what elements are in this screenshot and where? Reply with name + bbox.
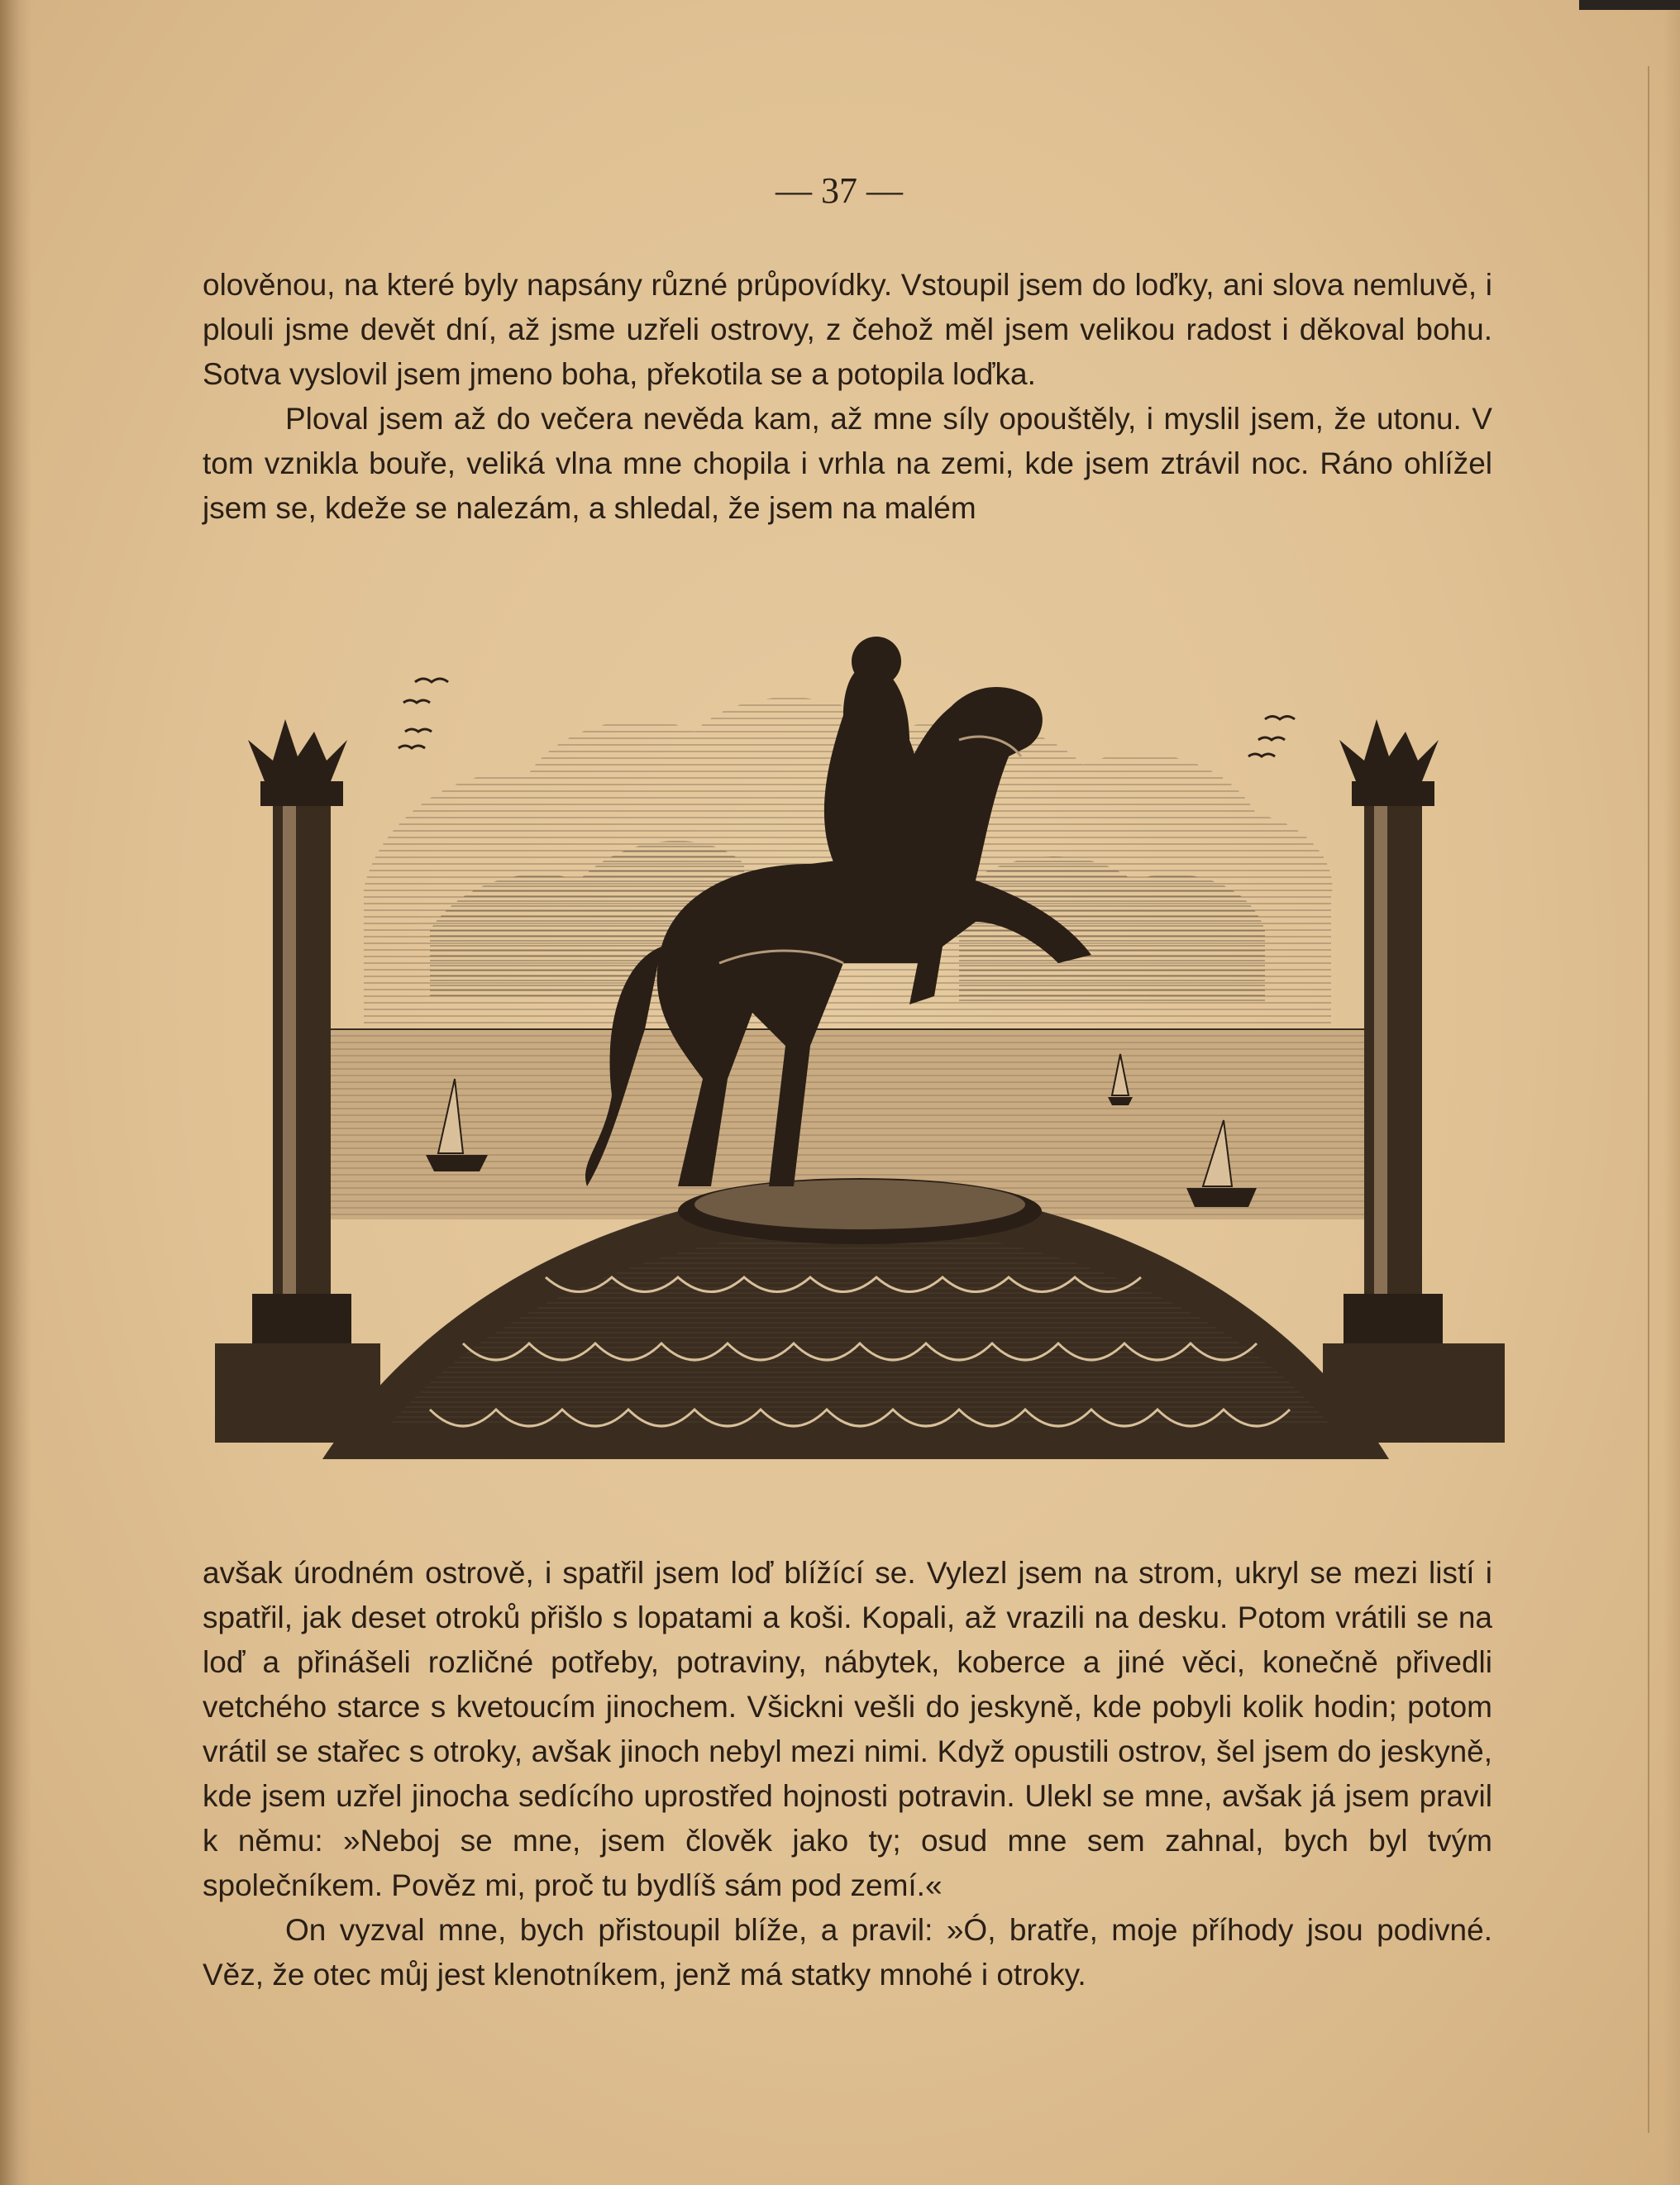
- text-block-bottom: [203, 1551, 1492, 1997]
- book-spine-shadow: [0, 0, 31, 2185]
- paragraph: avšak úrodném ostrově, i spatřil jsem loď blížící se. Vylezl jsem na strom, ukryl se mezi listí i spatřil, jak deset otroků přišlo s lopatami a koši. Kopali, až vrazili na desku. Potom vrátili se na loď a přinášeli rozličné potřeby, potraviny, nábytek, koberce a jiné věci, konečně přivedli vetchého starce s kvetoucím jinochem. Všickni vešli do jeskyně, kde pobyli kolik hodin; potom vrátil se stařec s otroky, avšak jinoch nebyl mezi nimi. Když opustili ostrov, šel jsem do jeskyně, kde jsem uzřel jinocha sedícího uprostřed hojnosti potravin. Ulekl se mne, avšak já jsem pravil k němu: »Neboj se mne, jsem člověk jako ty; osud mne sem zahnal, bych byl tvým společníkem. Pověz mi, proč tu bydlíš sám pod zemí.«: [203, 1556, 1492, 1902]
- page-edge-line: [1648, 66, 1649, 2133]
- paragraph: Ploval jsem až do večera nevěda kam, až mne síly opouštěly, i myslil jsem, že utonu. V tom vznikla bouře, veliká vlna mne chopila i vrhla na zemi, kde jsem ztrávil noc. Ráno ohlížel jsem se, kdeže se nalezám, a shledal, že jsem na malém: [203, 402, 1492, 525]
- scan-corner-mark: [1579, 0, 1680, 10]
- paragraph: On vyzval mne, bych přistoupil blíže, a pravil: »Ó, bratře, moje příhody jsou podivné. Věz, že otec můj jest klenotníkem, jenž má statky mnohé i otroky.: [203, 1913, 1492, 1992]
- paragraph: olověnou, na které byly napsány různé průpovídky. Vstoupil jsem do loďky, ani slova nemluvě, i plouli jsme devět dní, až jsme uzřeli ostrovy, z čehož měl jsem velikou radost i děkoval bohu. Sotva vyslovil jsem jmeno boha, překotila se a potopila loďka.: [203, 268, 1492, 391]
- scaled-dome: [322, 1178, 1389, 1459]
- equestrian-statue-illustration: [215, 616, 1505, 1534]
- page-number: — 37 —: [776, 170, 903, 211]
- text-block-top: [203, 263, 1492, 531]
- page-right-edge: [1663, 0, 1680, 2185]
